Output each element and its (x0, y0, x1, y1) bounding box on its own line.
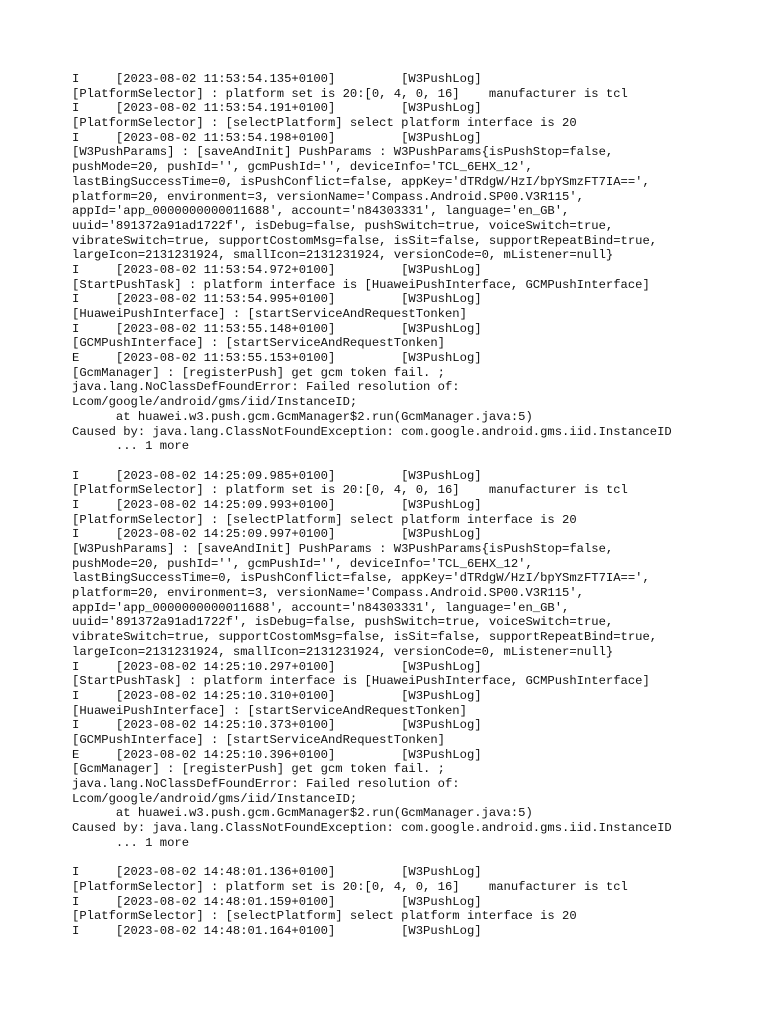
log-line: at huawei.w3.push.gcm.GcmManager$2.run(GcmManager.java:5) (72, 806, 533, 821)
log-line: Lcom/google/android/gms/iid/InstanceID; (72, 791, 358, 806)
log-line: platform=20, environment=3, versionName='Compass.Android.SP00.V3R115', (72, 189, 584, 204)
log-line: I [2023-08-02 14:48:01.159+0100] [W3PushLog] (72, 894, 482, 909)
log-line: java.lang.NoClassDefFoundError: Failed resolution of: (72, 777, 460, 791)
log-line: Caused by: java.lang.ClassNotFoundException: com.google.android.gms.iid.InstanceID (72, 424, 672, 439)
log-line: uuid='891372a91ad1722f', isDebug=false, pushSwitch=true, voiceSwitch=true, (72, 615, 614, 630)
log-line: Lcom/google/android/gms/iid/InstanceID; (72, 395, 358, 410)
log-line: [GcmManager] : [registerPush] get gcm token fail. ; (72, 762, 445, 777)
log-line: pushMode=20, pushId='', gcmPushId='', deviceInfo='TCL_6EHX_12', (72, 556, 533, 571)
log-line: [GcmManager] : [registerPush] get gcm token fail. ; (72, 365, 445, 380)
log-line: lastBingSuccessTime=0, isPushConflict=false, appKey='dTRdgW/HzI/bpYSmzFT7IA==', (72, 571, 650, 586)
log-line: I [2023-08-02 14:25:10.373+0100] [W3PushLog] (72, 718, 482, 733)
log-line: [W3PushParams] : [saveAndInit] PushParams : W3PushParams{isPushStop=false, (72, 145, 614, 160)
log-line: appId='app_0000000000011688', account='n84303331', language='en_GB', (72, 204, 570, 219)
log-line: I [2023-08-02 14:25:09.993+0100] [W3PushLog] (72, 497, 482, 512)
log-line: [PlatformSelector] : [selectPlatform] select platform interface is 20 (72, 116, 577, 131)
log-line: [GCMPushInterface] : [startServiceAndRequestTonken] (72, 336, 445, 351)
log-line: [HuaweiPushInterface] : [startServiceAndRequestTonken] (72, 703, 467, 718)
log-line: java.lang.NoClassDefFoundError: Failed resolution of: (72, 380, 460, 395)
log-line: [PlatformSelector] : platform set is 20:[0, 4, 0, 16] manufacturer is tcl (72, 86, 628, 101)
log-line: vibrateSwitch=true, supportCostomMsg=false, isSit=false, supportRepeatBind=true, (72, 630, 658, 645)
log-line: I [2023-08-02 11:53:54.135+0100] [W3PushLog] (72, 72, 482, 86)
log-line: [W3PushParams] : [saveAndInit] PushParams : W3PushParams{isPushStop=false, (72, 542, 614, 556)
log-line: largeIcon=2131231924, smallIcon=2131231924, versionCode=0, mListener=null} (72, 248, 614, 263)
log-line: I [2023-08-02 14:25:09.997+0100] [W3PushLog] (72, 527, 482, 542)
log-line: E [2023-08-02 11:53:55.153+0100] [W3PushLog] (72, 351, 482, 366)
log-line: uuid='891372a91ad1722f', isDebug=false, pushSwitch=true, voiceSwitch=true, (72, 218, 614, 233)
log-line: ... 1 more (72, 835, 190, 850)
log-line: [PlatformSelector] : platform set is 20:[0, 4, 0, 16] manufacturer is tcl (72, 483, 628, 498)
log-line: largeIcon=2131231924, smallIcon=2131231924, versionCode=0, mListener=null} (72, 644, 614, 659)
log-line: [GCMPushInterface] : [startServiceAndRequestTonken] (72, 732, 445, 747)
log-line: [PlatformSelector] : [selectPlatform] select platform interface is 20 (72, 909, 577, 924)
log-text-block (72, 72, 732, 939)
log-line: appId='app_0000000000011688', account='n84303331', language='en_GB', (72, 600, 570, 615)
log-line: pushMode=20, pushId='', gcmPushId='', deviceInfo='TCL_6EHX_12', (72, 160, 533, 175)
log-line: I [2023-08-02 14:25:10.297+0100] [W3PushLog] (72, 659, 482, 674)
log-line: [PlatformSelector] : platform set is 20:[0, 4, 0, 16] manufacturer is tcl (72, 879, 628, 894)
log-line: I [2023-08-02 11:53:54.191+0100] [W3PushLog] (72, 101, 482, 116)
log-blank-line (72, 454, 732, 469)
log-line: I [2023-08-02 11:53:54.995+0100] [W3PushLog] (72, 292, 482, 307)
log-line: ... 1 more (72, 439, 190, 454)
log-line: I [2023-08-02 14:48:01.164+0100] [W3PushLog] (72, 923, 482, 938)
log-line: I [2023-08-02 14:48:01.136+0100] [W3PushLog] (72, 865, 482, 880)
log-line: [PlatformSelector] : [selectPlatform] select platform interface is 20 (72, 512, 577, 527)
log-line: [HuaweiPushInterface] : [startServiceAndRequestTonken] (72, 307, 467, 321)
log-line: Caused by: java.lang.ClassNotFoundException: com.google.android.gms.iid.InstanceID (72, 821, 672, 836)
log-line: [StartPushTask] : platform interface is [HuaweiPushInterface, GCMPushInterface] (72, 277, 650, 292)
log-line: E [2023-08-02 14:25:10.396+0100] [W3PushLog] (72, 747, 482, 762)
log-line: lastBingSuccessTime=0, isPushConflict=false, appKey='dTRdgW/HzI/bpYSmzFT7IA==', (72, 174, 650, 189)
log-line: I [2023-08-02 11:53:54.972+0100] [W3PushLog] (72, 262, 482, 277)
log-line: I [2023-08-02 11:53:55.148+0100] [W3PushLog] (72, 321, 482, 336)
log-line: I [2023-08-02 11:53:54.198+0100] [W3PushLog] (72, 130, 482, 145)
log-line: vibrateSwitch=true, supportCostomMsg=false, isSit=false, supportRepeatBind=true, (72, 233, 658, 248)
log-line: [StartPushTask] : platform interface is [HuaweiPushInterface, GCMPushInterface] (72, 674, 650, 689)
log-blank-line (72, 850, 732, 865)
log-line: I [2023-08-02 14:25:09.985+0100] [W3PushLog] (72, 468, 482, 483)
log-line: platform=20, environment=3, versionName='Compass.Android.SP00.V3R115', (72, 586, 584, 601)
log-line: I [2023-08-02 14:25:10.310+0100] [W3PushLog] (72, 688, 482, 703)
log-line: at huawei.w3.push.gcm.GcmManager$2.run(GcmManager.java:5) (72, 409, 533, 424)
